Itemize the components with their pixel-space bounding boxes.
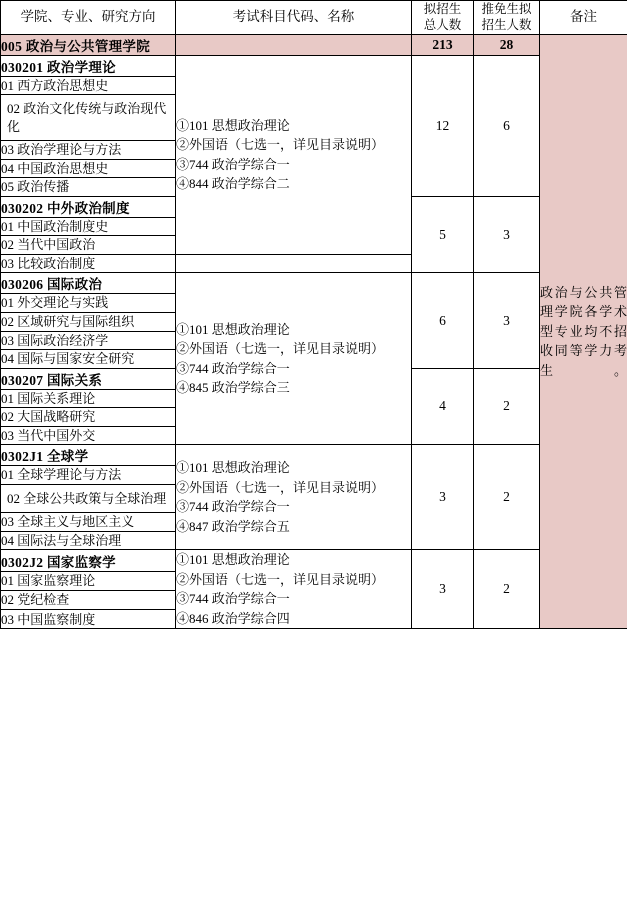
research-direction: 01 国际关系理论 <box>1 389 176 408</box>
subject-line: ③744 政治学综合一 <box>176 360 290 376</box>
major-code-name: 030207 国际关系 <box>1 368 176 389</box>
plan-count: 4 <box>412 368 474 445</box>
plan-count: 3 <box>412 445 474 550</box>
subject-cell <box>176 55 412 254</box>
research-direction: 02 党纪检查 <box>1 591 176 610</box>
research-direction: 01 西方政治思想史 <box>1 76 176 95</box>
major-code-name: 030201 政治学理论 <box>1 55 176 76</box>
research-direction: 02 政治文化传统与政治现代化 <box>1 95 176 141</box>
college-plan-total: 213 <box>412 34 474 55</box>
exempt-count: 6 <box>474 55 540 196</box>
subject-cell <box>176 273 412 445</box>
subject-line: ①101 思想政治理论 <box>176 321 290 337</box>
research-direction: 01 全球学理论与方法 <box>1 466 176 485</box>
subject-line: ③744 政治学综合一 <box>176 499 290 515</box>
subject-line: ①101 思想政治理论 <box>176 117 290 133</box>
research-direction: 03 全球主义与地区主义 <box>1 513 176 532</box>
college-row <box>1 34 627 55</box>
header-remark: 备注 <box>540 1 627 35</box>
subject-line: ②外国语（七选一，详见目录说明） <box>176 479 385 495</box>
subject-line: ②外国语（七选一，详见目录说明） <box>176 137 385 153</box>
subject-cell <box>176 445 412 550</box>
research-direction: 03 比较政治制度 <box>1 254 176 273</box>
research-direction: 02 当代中国政治 <box>1 236 176 255</box>
research-direction: 02 全球公共政策与全球治理 <box>1 484 176 513</box>
research-direction: 03 政治学理论与方法 <box>1 141 176 160</box>
major-code-name: 0302J1 全球学 <box>1 445 176 466</box>
college-exempt-total: 28 <box>474 34 540 55</box>
subject-line: ④845 政治学综合三 <box>176 380 290 396</box>
research-direction: 03 当代中国外交 <box>1 426 176 445</box>
college-subject-blank <box>176 34 412 55</box>
subject-line: ④846 政治学综合四 <box>176 610 290 626</box>
major-row <box>1 445 627 466</box>
exempt-count: 2 <box>474 550 540 629</box>
college-remark: 政治与公共管理学院各学术型专业均不招收同等学力考生。 <box>540 34 627 629</box>
plan-count: 12 <box>412 55 474 196</box>
subject-cell <box>176 550 412 629</box>
research-direction: 04 国际法与全球治理 <box>1 531 176 550</box>
header-exempt-line1: 推免生拟 <box>481 2 532 16</box>
exempt-count: 3 <box>474 196 540 273</box>
research-direction: 05 政治传播 <box>1 178 176 197</box>
subject-line: ②外国语（七选一，详见目录说明） <box>176 341 385 357</box>
header-exempt <box>474 1 540 35</box>
subject-line: ①101 思想政治理论 <box>176 460 290 476</box>
research-direction: 02 大国战略研究 <box>1 408 176 427</box>
header-plan-line1: 拟招生 <box>423 2 462 16</box>
research-direction: 01 外交理论与实践 <box>1 294 176 313</box>
plan-count: 3 <box>412 550 474 629</box>
subject-line: ①101 思想政治理论 <box>176 552 290 568</box>
subject-line: ③744 政治学综合一 <box>176 156 290 172</box>
college-name: 005 政治与公共管理学院 <box>1 34 176 55</box>
subject-line: ④847 政治学综合五 <box>176 518 290 534</box>
plan-count: 5 <box>412 196 474 273</box>
header-row <box>1 1 627 35</box>
table-header <box>1 1 627 35</box>
subject-line: ②外国语（七选一，详见目录说明） <box>176 571 385 587</box>
research-direction: 03 国际政治经济学 <box>1 331 176 350</box>
research-direction: 04 国际与国家安全研究 <box>1 350 176 369</box>
research-direction: 04 中国政治思想史 <box>1 159 176 178</box>
major-code-name: 030206 国际政治 <box>1 273 176 294</box>
major-row <box>1 273 627 294</box>
major-code-name: 0302J2 国家监察学 <box>1 550 176 572</box>
major-code-name: 030202 中外政治制度 <box>1 196 176 217</box>
exempt-count: 3 <box>474 273 540 368</box>
research-direction: 02 区域研究与国际组织 <box>1 312 176 331</box>
major-row <box>1 55 627 76</box>
exempt-count: 2 <box>474 445 540 550</box>
table-body <box>1 34 627 629</box>
subject-line: ③744 政治学综合一 <box>176 591 290 607</box>
header-major: 学院、专业、研究方向 <box>1 1 176 35</box>
research-direction: 01 中国政治制度史 <box>1 217 176 236</box>
header-plan <box>412 1 474 35</box>
research-direction: 03 中国监察制度 <box>1 610 176 629</box>
exempt-count: 2 <box>474 368 540 445</box>
header-exempt-line2: 招生人数 <box>481 18 532 33</box>
subject-line: ④844 政治学综合二 <box>176 176 290 192</box>
research-direction: 01 国家监察理论 <box>1 572 176 591</box>
header-subject: 考试科目代码、名称 <box>176 1 412 35</box>
major-row <box>1 550 627 572</box>
header-plan-line2: 总人数 <box>423 18 462 33</box>
plan-count: 6 <box>412 273 474 368</box>
